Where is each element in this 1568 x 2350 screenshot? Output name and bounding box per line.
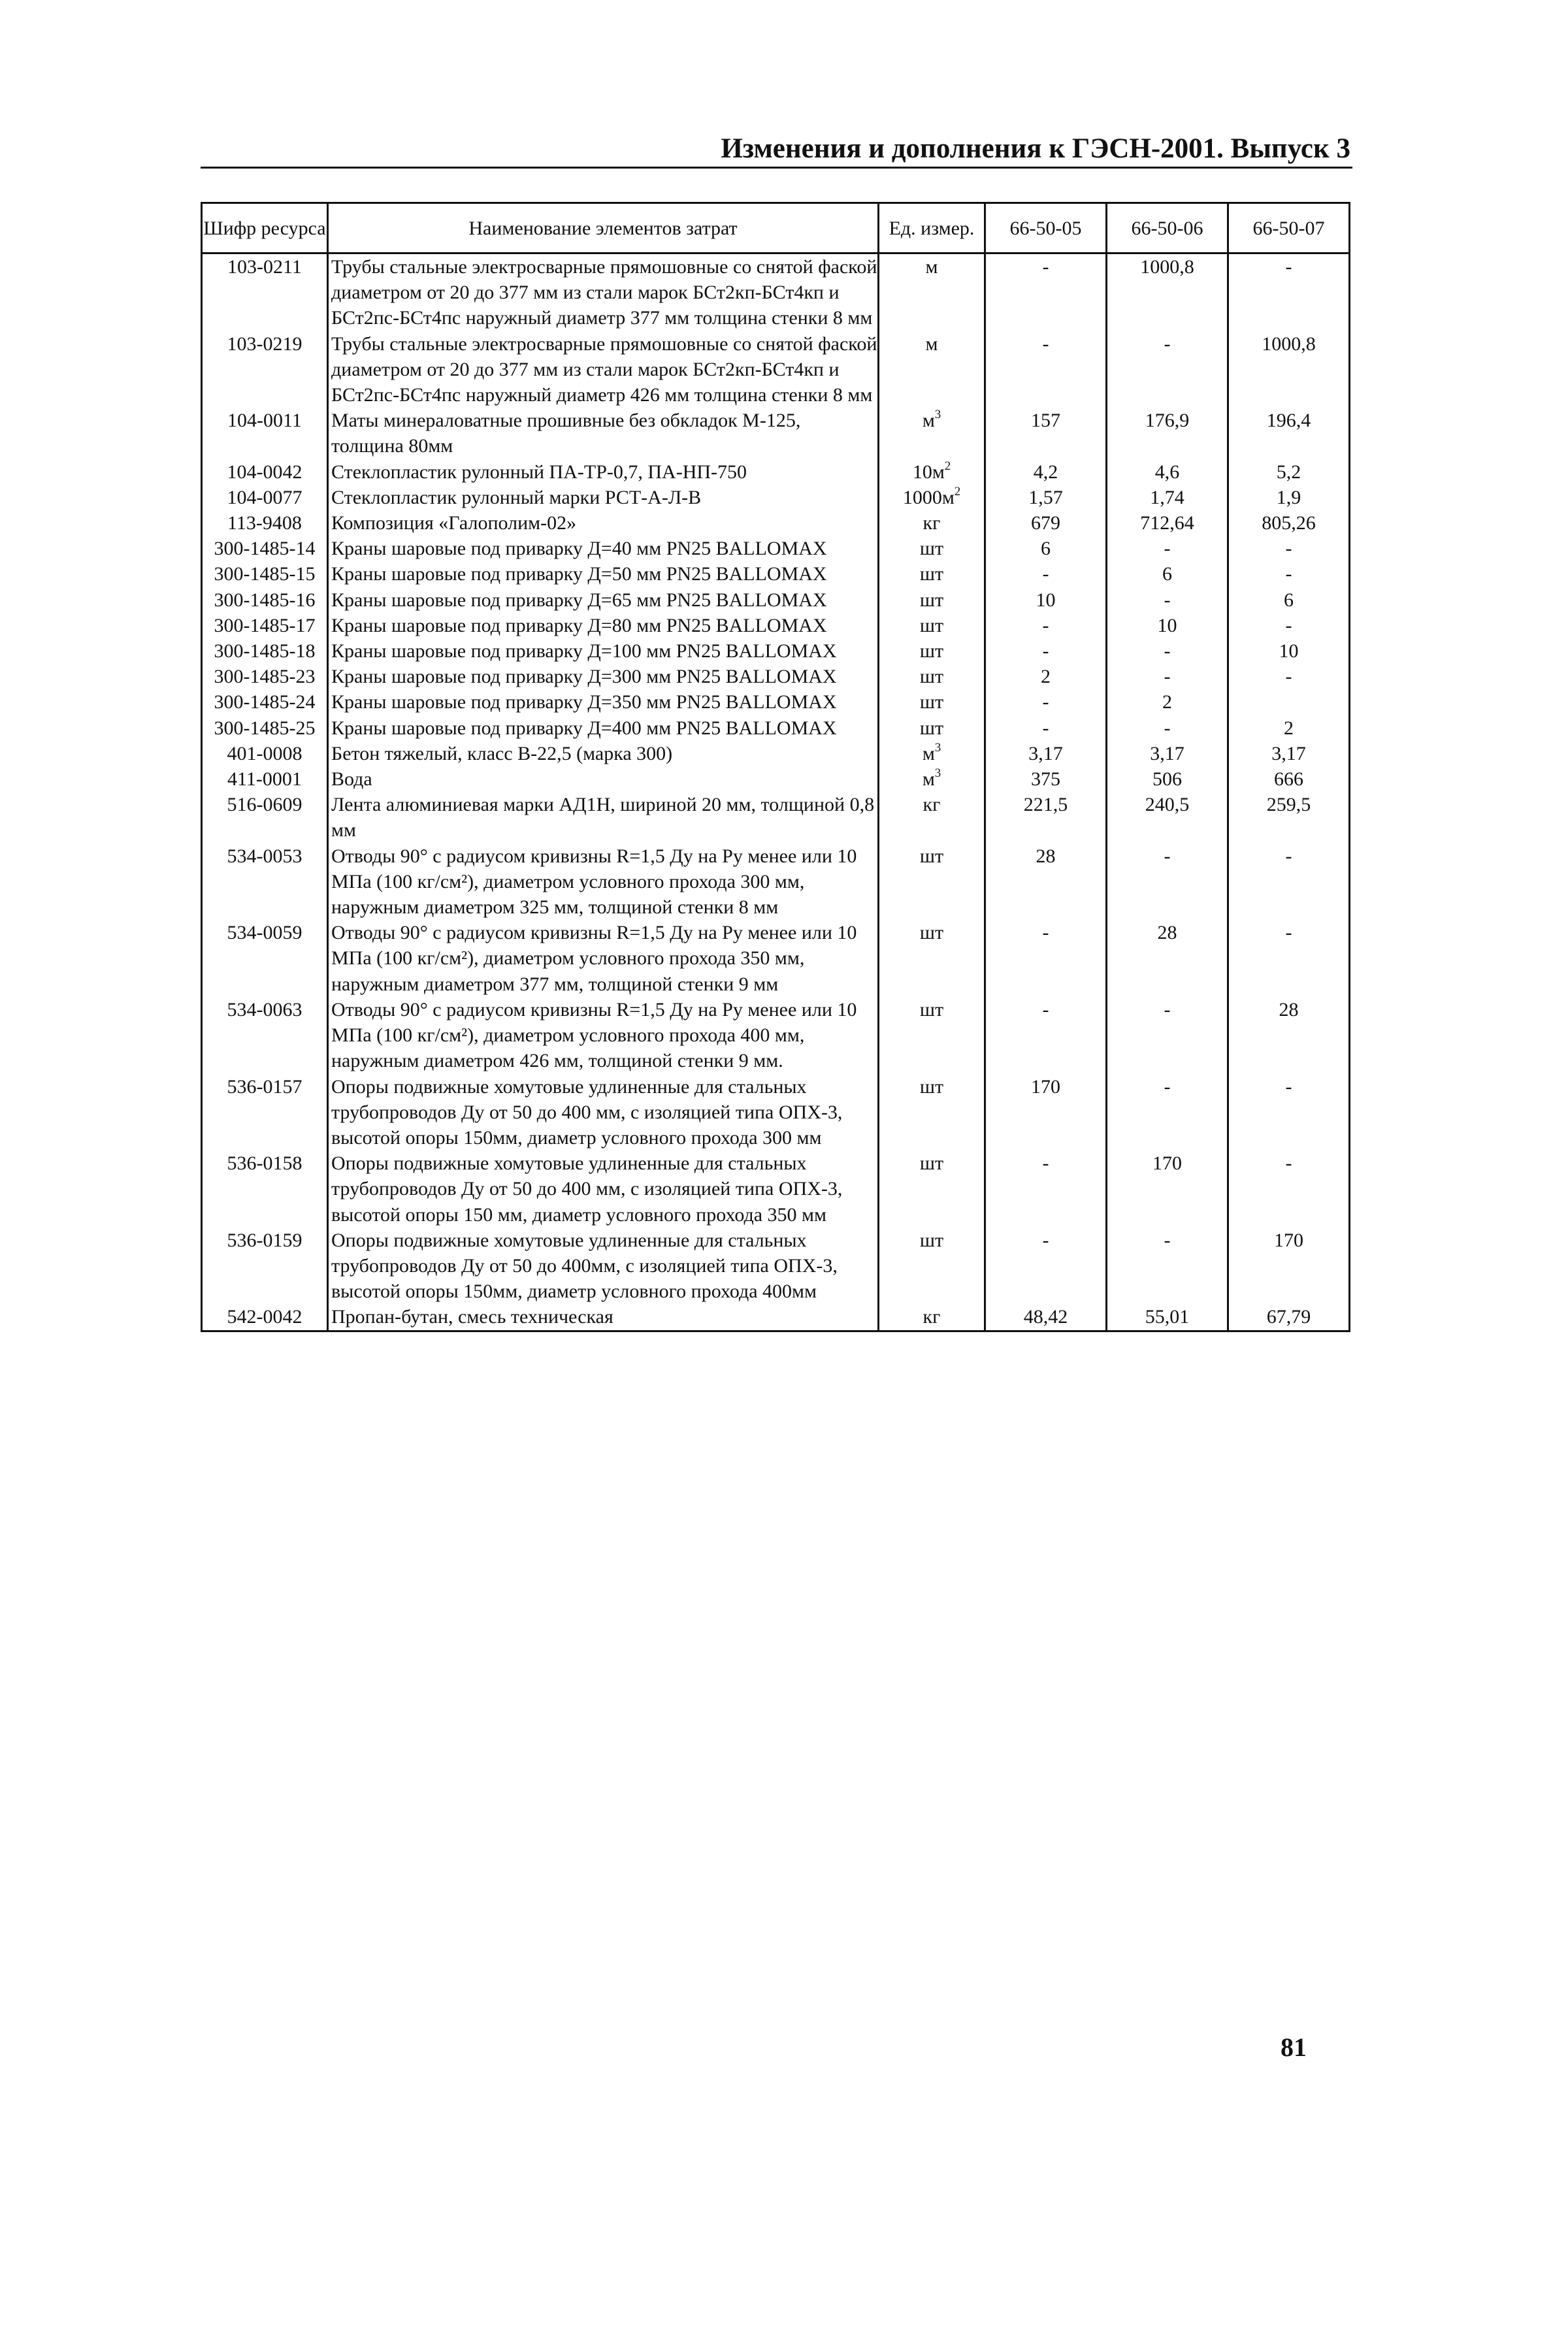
resource-name-cell: Композиция «Галополим-02» [328, 510, 879, 536]
unit-text: шт [919, 538, 944, 560]
value-66-50-06-cell: 712,64 [1107, 510, 1228, 536]
resource-code-cell: 300-1485-18 [202, 638, 328, 664]
column-header-66-50-07: 66-50-07 [1228, 203, 1350, 253]
unit-cell [879, 920, 985, 997]
resource-name-cell: Трубы стальные электросварные прямошовные со снятой фаской диаметром от 20 до 377 мм из стали марок БСт2кп-БСт4кп и БСт2пс-БСт4пс наружный диаметр 426 мм толщина стенки 8 мм [328, 331, 879, 408]
value-66-50-05-cell: - [985, 253, 1107, 331]
resource-code-cell: 113-9408 [202, 510, 328, 536]
value-66-50-06-cell: - [1107, 664, 1228, 689]
unit-cell [879, 459, 985, 485]
value-66-50-06-cell: 1000,8 [1107, 253, 1228, 331]
table-row [202, 613, 1350, 638]
unit-text: шт [919, 691, 944, 713]
value-66-50-07-cell: 805,26 [1228, 510, 1350, 536]
value-66-50-05-cell: 1,57 [985, 485, 1107, 510]
resource-code-cell: 104-0077 [202, 485, 328, 510]
resource-name-cell: Отводы 90° с радиусом кривизны R=1,5 Ду на Ру менее или 10 МПа (100 кг/см²), диаметром условного прохода 400 мм, наружным диаметром 426 мм, толщиной стенки 9 мм. [328, 997, 879, 1074]
unit-cell [879, 1074, 985, 1151]
unit-text: 1000м [902, 486, 955, 508]
value-66-50-05-cell: - [985, 997, 1107, 1074]
value-66-50-06-cell: 1,74 [1107, 485, 1228, 510]
resource-name-cell: Трубы стальные электросварные прямошовные со снятой фаской диаметром от 20 до 377 мм из стали марок БСт2кп-БСт4кп и БСт2пс-БСт4пс наружный диаметр 377 мм толщина стенки 8 мм [328, 253, 879, 331]
unit-cell [879, 664, 985, 689]
value-66-50-05-cell: 28 [985, 843, 1107, 921]
column-header-name: Наименование элементов затрат [328, 203, 879, 253]
value-66-50-07-cell: - [1228, 920, 1350, 997]
resource-code-cell: 534-0053 [202, 843, 328, 921]
value-66-50-05-cell: 157 [985, 408, 1107, 459]
value-66-50-05-cell: 6 [985, 536, 1107, 561]
unit-text: кг [923, 794, 941, 816]
resource-code-cell: 411-0001 [202, 766, 328, 792]
page-header-title: Изменения и дополнения к ГЭСН-2001. Выпуск 3 [721, 133, 1350, 164]
unit-superscript: 3 [934, 408, 941, 422]
unit-text: шт [919, 717, 944, 739]
value-66-50-06-cell: - [1107, 1228, 1228, 1305]
table-row [202, 408, 1350, 459]
unit-cell [879, 741, 985, 766]
header-rule [201, 167, 1352, 169]
unit-superscript: 3 [934, 766, 941, 781]
value-66-50-05-cell: - [985, 561, 1107, 587]
table-row [202, 587, 1350, 613]
unit-text: шт [919, 998, 944, 1020]
resource-name-cell: Опоры подвижные хомутовые удлиненные для стальных трубопроводов Ду от 50 до 400мм, с изоляцией типа ОПХ-3, высотой опоры 150мм, диаметр условного прохода 400мм [328, 1228, 879, 1305]
resource-name-cell: Стеклопластик рулонный ПА-ТР-0,7, ПА-НП-750 [328, 459, 879, 485]
unit-cell [879, 331, 985, 408]
resource-code-cell: 103-0211 [202, 253, 328, 331]
resource-code-cell: 300-1485-17 [202, 613, 328, 638]
resource-name-cell: Краны шаровые под приварку Д=350 мм PN25 BALLOMAX [328, 689, 879, 715]
value-66-50-06-cell: 28 [1107, 920, 1228, 997]
resource-code-cell: 300-1485-14 [202, 536, 328, 561]
value-66-50-05-cell: - [985, 689, 1107, 715]
table-row [202, 561, 1350, 587]
value-66-50-05-cell: - [985, 1228, 1107, 1305]
resource-name-cell: Пропан-бутан, смесь техническая [328, 1304, 879, 1331]
unit-text: м [925, 256, 938, 278]
resource-code-cell: 103-0219 [202, 331, 328, 408]
value-66-50-05-cell: 679 [985, 510, 1107, 536]
value-66-50-07-cell: 666 [1228, 766, 1350, 792]
table-row [202, 638, 1350, 664]
value-66-50-07-cell: 67,79 [1228, 1304, 1350, 1331]
value-66-50-07-cell: - [1228, 843, 1350, 921]
table-row [202, 920, 1350, 997]
value-66-50-07-cell: - [1228, 536, 1350, 561]
resource-table [201, 202, 1350, 1332]
resource-name-cell: Краны шаровые под приварку Д=50 мм PN25 BALLOMAX [328, 561, 879, 587]
value-66-50-07-cell: 5,2 [1228, 459, 1350, 485]
unit-superscript: 2 [944, 459, 951, 473]
unit-text: шт [919, 589, 944, 611]
resource-code-cell: 300-1485-15 [202, 561, 328, 587]
page-number: 81 [1281, 2032, 1307, 2062]
unit-cell [879, 408, 985, 459]
resource-name-cell: Краны шаровые под приварку Д=65 мм PN25 BALLOMAX [328, 587, 879, 613]
value-66-50-07-cell: - [1228, 1151, 1350, 1228]
value-66-50-06-cell: - [1107, 331, 1228, 408]
resource-name-cell: Отводы 90° с радиусом кривизны R=1,5 Ду на Ру менее или 10 МПа (100 кг/см²), диаметром условного прохода 350 мм, наружным диаметром 377 мм, толщиной стенки 9 мм [328, 920, 879, 997]
value-66-50-05-cell: 375 [985, 766, 1107, 792]
value-66-50-07-cell: - [1228, 664, 1350, 689]
resource-code-cell: 401-0008 [202, 741, 328, 766]
resource-name-cell: Краны шаровые под приварку Д=100 мм PN25 BALLOMAX [328, 638, 879, 664]
resource-name-cell: Лента алюминиевая марки АД1Н, шириной 20 мм, толщиной 0,8 мм [328, 792, 879, 843]
unit-cell [879, 510, 985, 536]
value-66-50-07-cell: 1,9 [1228, 485, 1350, 510]
resource-name-cell: Стеклопластик рулонный марки РСТ-А-Л-В [328, 485, 879, 510]
unit-cell [879, 485, 985, 510]
value-66-50-06-cell: - [1107, 715, 1228, 741]
value-66-50-06-cell: - [1107, 587, 1228, 613]
value-66-50-07-cell: 196,4 [1228, 408, 1350, 459]
column-header-code: Шифр ресурса [202, 203, 328, 253]
value-66-50-06-cell: - [1107, 997, 1228, 1074]
table-row [202, 997, 1350, 1074]
resource-code-cell: 534-0059 [202, 920, 328, 997]
resource-code-cell: 516-0609 [202, 792, 328, 843]
table-row [202, 536, 1350, 561]
value-66-50-05-cell: 10 [985, 587, 1107, 613]
value-66-50-06-cell: 176,9 [1107, 408, 1228, 459]
value-66-50-07-cell: 259,5 [1228, 792, 1350, 843]
value-66-50-06-cell: 10 [1107, 613, 1228, 638]
resource-code-cell: 104-0042 [202, 459, 328, 485]
table-row [202, 843, 1350, 921]
value-66-50-07-cell: 170 [1228, 1228, 1350, 1305]
table-row [202, 1228, 1350, 1305]
table-body [202, 253, 1350, 1331]
unit-text: кг [923, 512, 941, 534]
resource-name-cell: Маты минераловатные прошивные без обкладок М-125, толщина 80мм [328, 408, 879, 459]
unit-text: шт [919, 614, 944, 636]
table-row [202, 715, 1350, 741]
value-66-50-06-cell: - [1107, 536, 1228, 561]
unit-cell [879, 613, 985, 638]
unit-cell [879, 715, 985, 741]
unit-cell [879, 1304, 985, 1331]
value-66-50-05-cell: 48,42 [985, 1304, 1107, 1331]
unit-cell [879, 587, 985, 613]
unit-cell [879, 766, 985, 792]
value-66-50-05-cell: 221,5 [985, 792, 1107, 843]
resource-name-cell: Опоры подвижные хомутовые удлиненные для стальных трубопроводов Ду от 50 до 400 мм, с изоляцией типа ОПХ-3, высотой опоры 150мм, диаметр условного прохода 300 мм [328, 1074, 879, 1151]
value-66-50-05-cell: - [985, 715, 1107, 741]
unit-cell [879, 689, 985, 715]
table-row [202, 485, 1350, 510]
unit-superscript: 2 [954, 484, 961, 498]
resource-code-cell: 536-0157 [202, 1074, 328, 1151]
resource-name-cell: Вода [328, 766, 879, 792]
resource-name-cell: Бетон тяжелый, класс В-22,5 (марка 300) [328, 741, 879, 766]
value-66-50-07-cell: 28 [1228, 997, 1350, 1074]
value-66-50-07-cell: - [1228, 561, 1350, 587]
resource-code-cell: 536-0158 [202, 1151, 328, 1228]
resource-name-cell: Краны шаровые под приварку Д=300 мм PN25 BALLOMAX [328, 664, 879, 689]
value-66-50-05-cell: 4,2 [985, 459, 1107, 485]
column-header-unit: Ед. измер. [879, 203, 985, 253]
value-66-50-07-cell [1228, 689, 1350, 715]
unit-cell [879, 843, 985, 921]
value-66-50-06-cell: 170 [1107, 1151, 1228, 1228]
value-66-50-06-cell: 3,17 [1107, 741, 1228, 766]
unit-text: шт [919, 922, 944, 944]
unit-cell [879, 253, 985, 331]
unit-cell [879, 638, 985, 664]
value-66-50-07-cell: - [1228, 613, 1350, 638]
table-row [202, 1304, 1350, 1331]
unit-text: шт [919, 640, 944, 662]
unit-text: м [922, 410, 935, 432]
value-66-50-06-cell: - [1107, 1074, 1228, 1151]
table-row [202, 459, 1350, 485]
value-66-50-05-cell: - [985, 613, 1107, 638]
unit-cell [879, 1228, 985, 1305]
resource-code-cell: 542-0042 [202, 1304, 328, 1331]
value-66-50-07-cell: 6 [1228, 587, 1350, 613]
table-header-row [202, 203, 1350, 253]
table-row [202, 664, 1350, 689]
unit-text: шт [919, 1229, 944, 1251]
resource-code-cell: 300-1485-24 [202, 689, 328, 715]
value-66-50-06-cell: - [1107, 638, 1228, 664]
value-66-50-05-cell: - [985, 1151, 1107, 1228]
resource-code-cell: 534-0063 [202, 997, 328, 1074]
unit-text: шт [919, 1075, 944, 1098]
resource-code-cell: 536-0159 [202, 1228, 328, 1305]
value-66-50-07-cell: 1000,8 [1228, 331, 1350, 408]
unit-text: шт [919, 666, 944, 688]
unit-cell [879, 792, 985, 843]
table-row [202, 510, 1350, 536]
table-row [202, 1151, 1350, 1228]
table-row [202, 792, 1350, 843]
unit-cell [879, 561, 985, 587]
table-row [202, 741, 1350, 766]
value-66-50-07-cell: 2 [1228, 715, 1350, 741]
value-66-50-07-cell: 3,17 [1228, 741, 1350, 766]
resource-code-cell: 104-0011 [202, 408, 328, 459]
table-row [202, 331, 1350, 408]
value-66-50-06-cell: 506 [1107, 766, 1228, 792]
resource-code-cell: 300-1485-16 [202, 587, 328, 613]
value-66-50-05-cell: 2 [985, 664, 1107, 689]
unit-text: 10м [912, 461, 945, 483]
table-row [202, 253, 1350, 331]
value-66-50-07-cell: 10 [1228, 638, 1350, 664]
unit-text: шт [919, 845, 944, 867]
value-66-50-07-cell: - [1228, 253, 1350, 331]
value-66-50-06-cell: 4,6 [1107, 459, 1228, 485]
value-66-50-06-cell: 240,5 [1107, 792, 1228, 843]
value-66-50-06-cell: 2 [1107, 689, 1228, 715]
unit-cell [879, 536, 985, 561]
value-66-50-05-cell: - [985, 331, 1107, 408]
unit-cell [879, 997, 985, 1074]
value-66-50-05-cell: - [985, 920, 1107, 997]
value-66-50-07-cell: - [1228, 1074, 1350, 1151]
table-row [202, 1074, 1350, 1151]
resource-code-cell: 300-1485-25 [202, 715, 328, 741]
table-row [202, 766, 1350, 792]
unit-cell [879, 1151, 985, 1228]
value-66-50-05-cell: 3,17 [985, 741, 1107, 766]
value-66-50-06-cell: 55,01 [1107, 1304, 1228, 1331]
unit-superscript: 3 [934, 740, 941, 755]
resource-name-cell: Краны шаровые под приварку Д=40 мм PN25 BALLOMAX [328, 536, 879, 561]
resource-name-cell: Опоры подвижные хомутовые удлиненные для стальных трубопроводов Ду от 50 до 400 мм, с изоляцией типа ОПХ-3, высотой опоры 150 мм, диаметр условного прохода 350 мм [328, 1151, 879, 1228]
resource-name-cell: Краны шаровые под приварку Д=80 мм PN25 BALLOMAX [328, 613, 879, 638]
column-header-66-50-05: 66-50-05 [985, 203, 1107, 253]
unit-text: м [922, 742, 935, 764]
unit-text: шт [919, 563, 944, 585]
unit-text: шт [919, 1152, 944, 1175]
resource-name-cell: Отводы 90° с радиусом кривизны R=1,5 Ду на Ру менее или 10 МПа (100 кг/см²), диаметром условного прохода 300 мм, наружным диаметром 325 мм, толщиной стенки 8 мм [328, 843, 879, 921]
resource-name-cell: Краны шаровые под приварку Д=400 мм PN25 BALLOMAX [328, 715, 879, 741]
table-row [202, 689, 1350, 715]
unit-text: м [925, 333, 938, 355]
column-header-66-50-06: 66-50-06 [1107, 203, 1228, 253]
value-66-50-06-cell: 6 [1107, 561, 1228, 587]
resource-code-cell: 300-1485-23 [202, 664, 328, 689]
unit-text: кг [923, 1306, 941, 1328]
value-66-50-05-cell: - [985, 638, 1107, 664]
unit-text: м [922, 768, 935, 791]
value-66-50-05-cell: 170 [985, 1074, 1107, 1151]
value-66-50-06-cell: - [1107, 843, 1228, 921]
